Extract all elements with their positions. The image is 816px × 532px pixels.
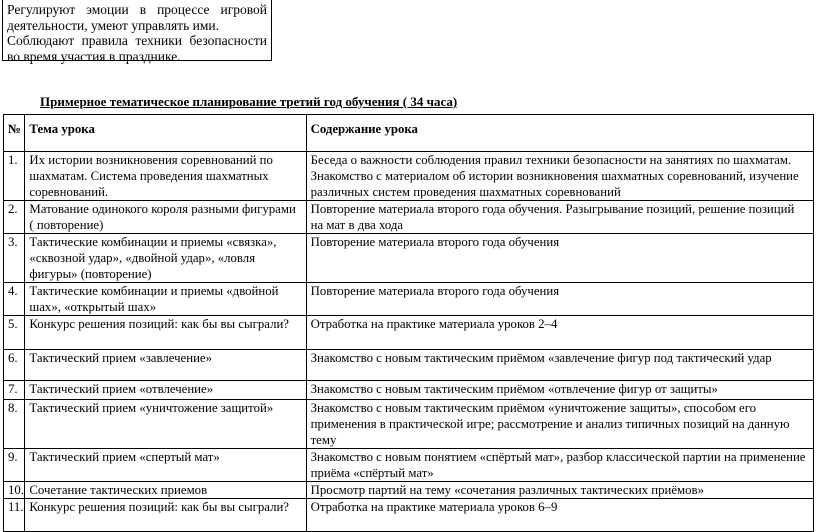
row-num: 11.	[4, 499, 25, 532]
row-num: 1.	[4, 152, 25, 201]
row-content: Отработка на практике материала уроков 2–4	[306, 316, 813, 350]
row-topic: Тактический прием «уничтожение защитой»	[25, 400, 306, 449]
row-topic: Тактический прием «завлечение»	[25, 350, 306, 381]
table-row	[4, 482, 814, 499]
row-num: 2.	[4, 201, 25, 234]
row-topic: Сочетание тактических приемов	[25, 482, 306, 499]
row-topic: Тактический прием «отвлечение»	[25, 381, 306, 400]
row-num: 7.	[4, 381, 25, 400]
row-num: 9.	[4, 449, 25, 482]
row-content: Повторение материала второго года обучения	[306, 234, 813, 283]
table-row	[4, 283, 814, 316]
row-content: Просмотр партий на тему «сочетания различных тактических приёмов»	[306, 482, 813, 499]
row-topic: Конкурс решения позиций: как бы вы сыграли?	[25, 316, 306, 350]
table-row	[4, 381, 814, 400]
row-topic: Тактические комбинации и приемы «связка», «сквозной удар», «двойной удар», «ловля фигуры» (повторение)	[25, 234, 306, 283]
row-content: Знакомство с новым понятием «спёртый мат», разбор классической партии на применение приёма «спёртый мат»	[306, 449, 813, 482]
row-content: Повторение материала второго года обучения	[306, 283, 813, 316]
table-row	[4, 201, 814, 234]
row-content: Знакомство с новым тактическим приёмом «завлечение фигур под тактический удар	[306, 350, 813, 381]
table-row	[4, 449, 814, 482]
intro-line-1: Регулируют эмоции в процессе игровой деятельности, умеют управлять ими.	[7, 2, 267, 33]
table-row	[4, 350, 814, 381]
row-num: 10.	[4, 482, 25, 499]
row-num: 6.	[4, 350, 25, 381]
row-content: Беседа о важности соблюдения правил техники безопасности на занятиях по шахматам. Знакомство с материалом об истории возникновения шахматных соревнований, изучение различных систем проведения шахматных соревнований	[306, 152, 813, 201]
row-topic: Матование одинокого короля разными фигурами ( повторение)	[25, 201, 306, 234]
row-num: 3.	[4, 234, 25, 283]
row-num: 4.	[4, 283, 25, 316]
table-header-row	[4, 115, 814, 152]
row-content: Знакомство с новым тактическим приёмом «уничтожение защиты», способом его применения в практической игре; рассмотрение и анализ типичных позиций на данную тему	[306, 400, 813, 449]
lesson-plan-table	[3, 114, 814, 532]
row-num: 5.	[4, 316, 25, 350]
header-num: №	[4, 115, 25, 152]
table-row	[4, 499, 814, 532]
header-content: Содержание урока	[306, 115, 813, 152]
table-row	[4, 152, 814, 201]
row-topic: Тактический прием «спертый мат»	[25, 449, 306, 482]
row-content: Повторение материала второго года обучения. Разыгрывание позиций, решение позиций на мат в два хода	[306, 201, 813, 234]
row-topic: Конкурс решения позиций: как бы вы сыграли?	[25, 499, 306, 532]
row-content: Знакомство с новым тактическим приёмом «отвлечение фигур от защиты»	[306, 381, 813, 400]
table-row	[4, 234, 814, 283]
row-num: 8.	[4, 400, 25, 449]
row-content: Отработка на практике материала уроков 6–9	[306, 499, 813, 532]
intro-line-2: Соблюдают правила техники безопасности во время участия в празднике.	[7, 33, 267, 64]
table-row	[4, 316, 814, 350]
section-title: Примерное тематическое планирование третий год обучения ( 34 часа)	[40, 94, 458, 109]
row-topic: Тактические комбинации и приемы «двойной шах», «открытый шах»	[25, 283, 306, 316]
header-topic: Тема урока	[25, 115, 306, 152]
intro-text-box	[2, 0, 272, 64]
row-topic: Их истории возникновения соревнований по шахматам. Система проведения шахматных соревнований.	[25, 152, 306, 201]
table-row	[4, 400, 814, 449]
